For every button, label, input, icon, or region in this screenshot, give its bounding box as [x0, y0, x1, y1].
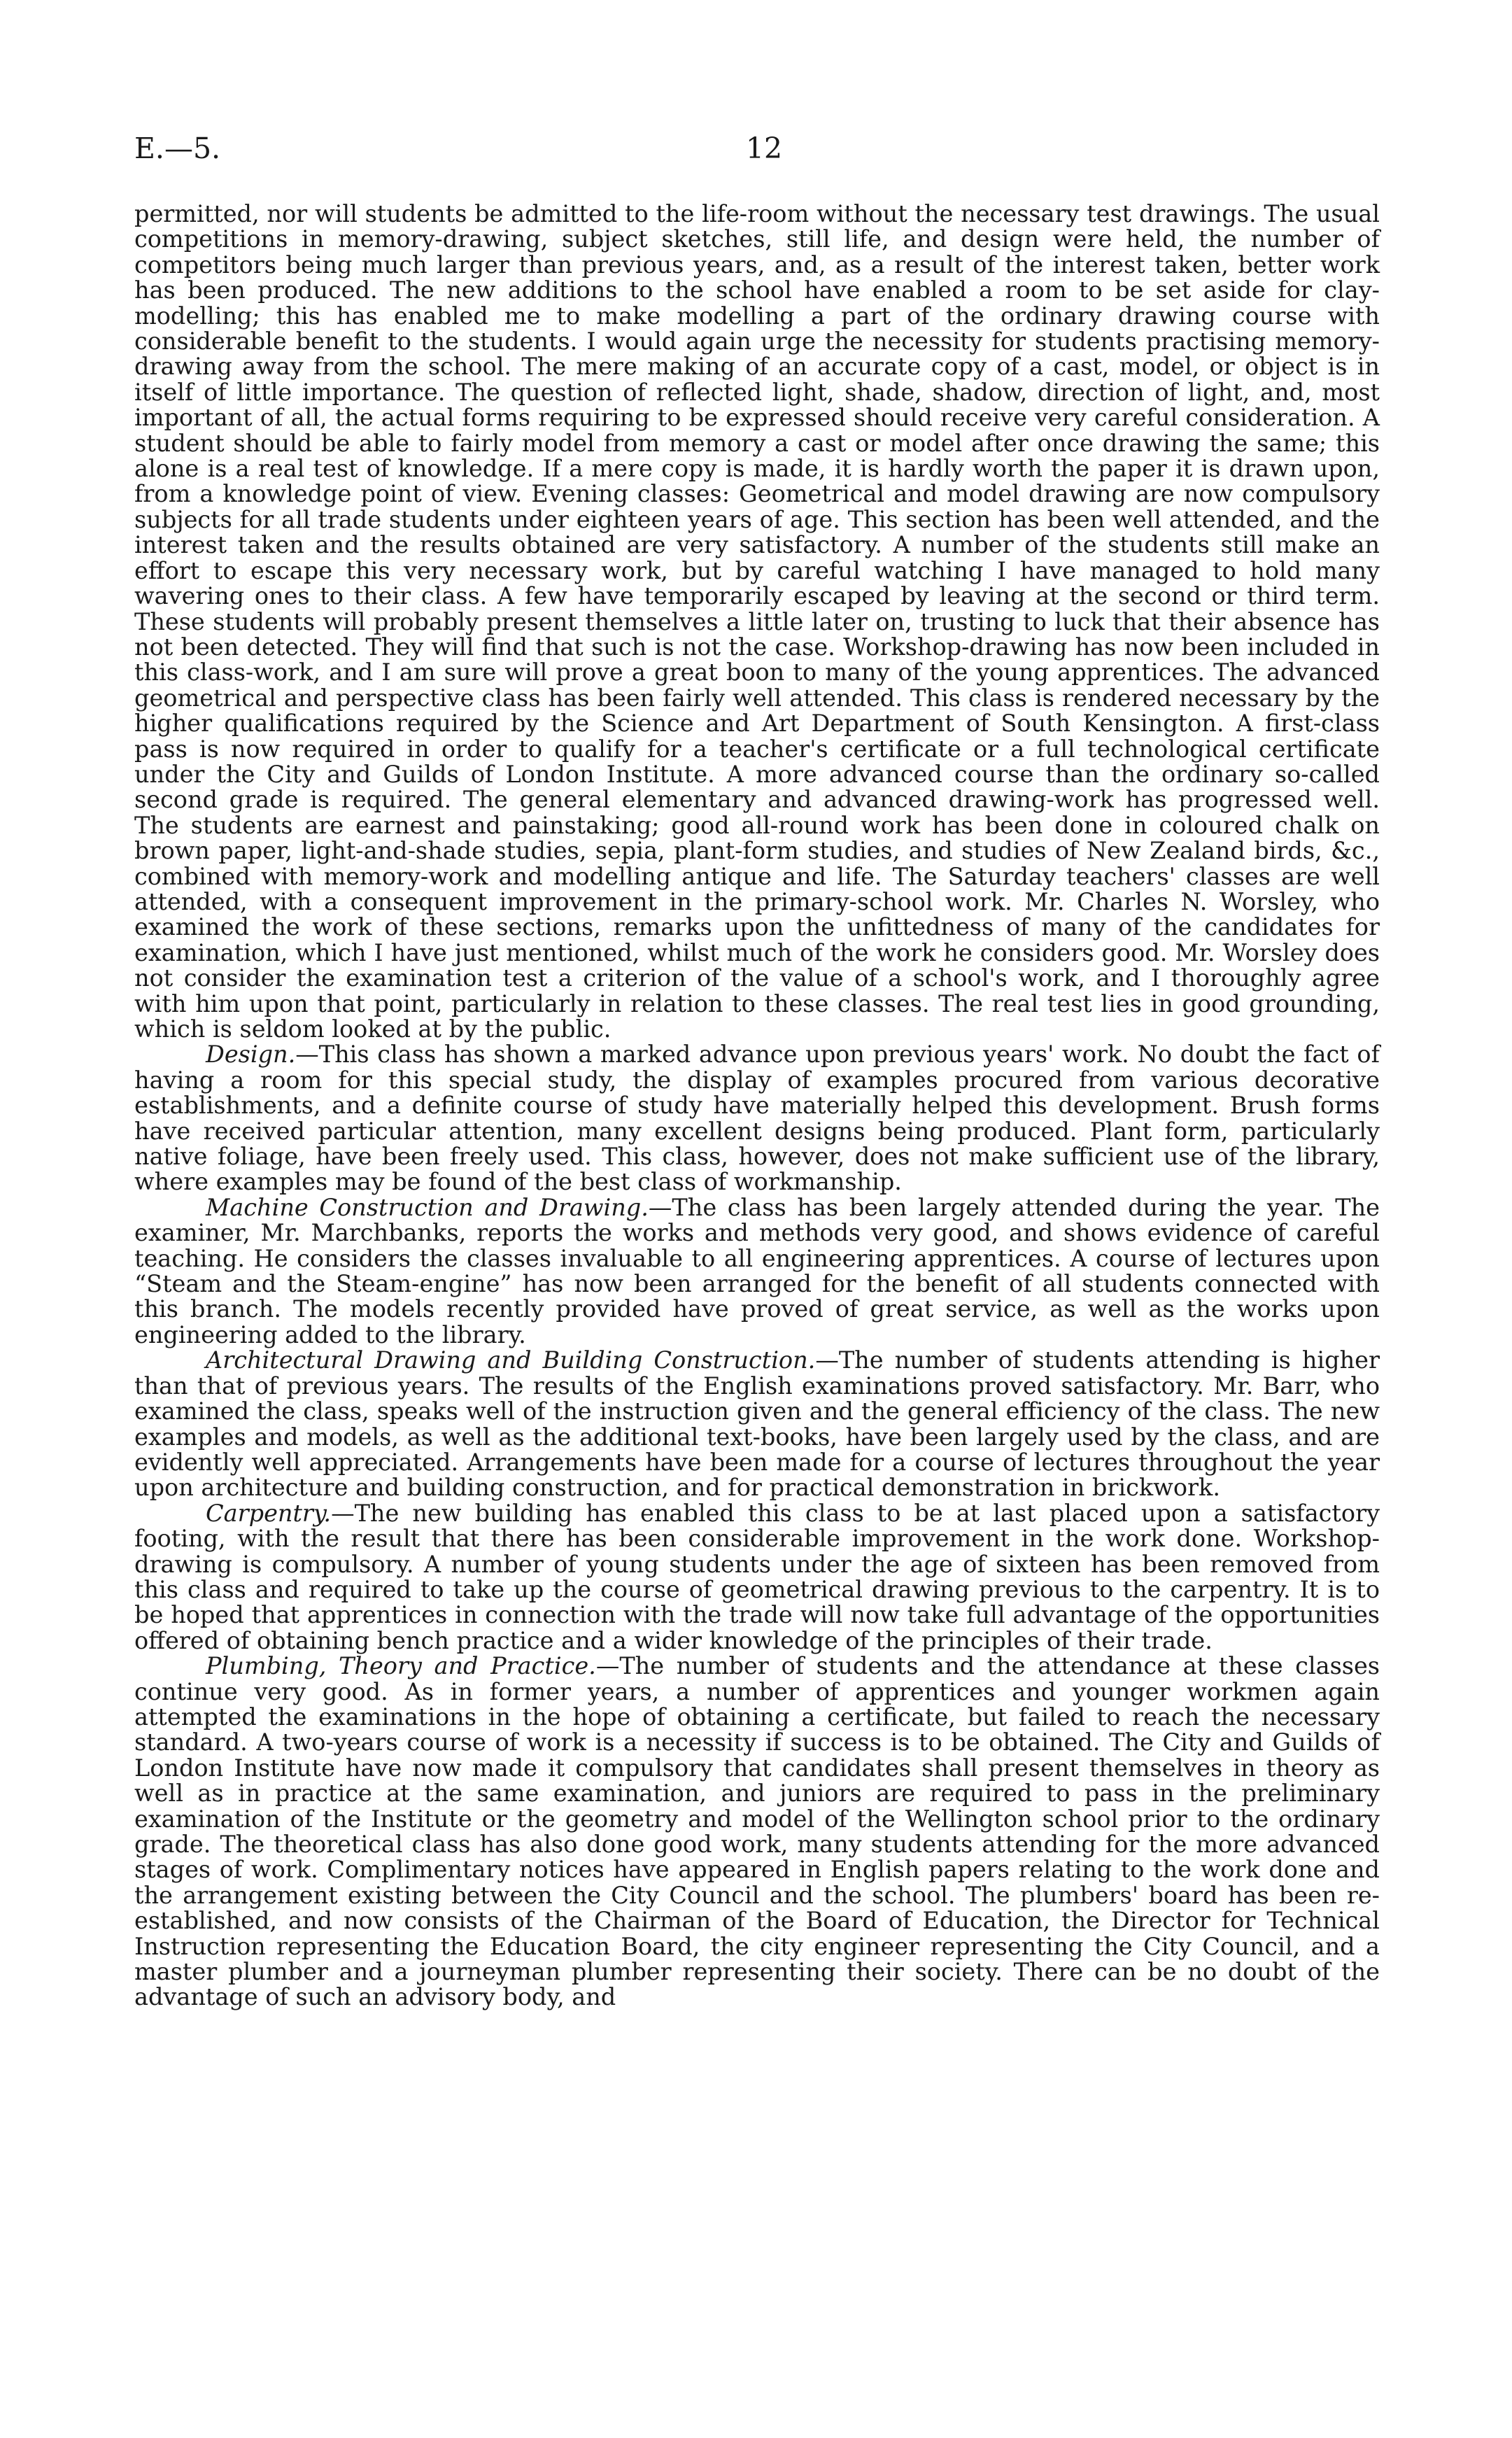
page-number: 12 — [745, 132, 783, 165]
section-heading: Machine Construction and Drawing. — [206, 1193, 649, 1221]
paragraph-continued — [134, 202, 1380, 1042]
paragraph-architectural-drawing — [134, 1348, 1380, 1500]
paragraph-text: —The number of students attending is higher than that of previous years. The results of the English examinations proved satisfactory. Mr. Barr, who examined the class, speaks well of the instruction given and the general efficiency of the class. The new examples and models, as well as the additional text-books, have been largely used by the class, and are evidently well appreciated. Arrangements have been made for a course of lectures throughout the year upon architecture and building construction, and for practical demonstration in brickwork. — [134, 1346, 1380, 1502]
paragraph-design — [134, 1042, 1380, 1195]
section-heading: Plumbing, Theory and Practice. — [206, 1652, 596, 1680]
paragraph-plumbing — [134, 1654, 1380, 2010]
body-text — [134, 202, 1380, 2010]
paragraph-text: —The new building has enabled this class to be at last placed upon a satisfactory footing, with the result that there has been considerable improvement in the work done. Workshop-drawing is compulsory. A number of young students under the age of sixteen has been removed from this class and required to take up the course of geometrical drawing previous to the carpentry. It is to be hoped that apprentices in connection with the trade will now take full advantage of the opportunities offered of obtaining bench practice and a wider knowledge of the principles of their trade. — [134, 1499, 1380, 1654]
running-header — [134, 127, 1380, 169]
paragraph-carpentry — [134, 1501, 1380, 1654]
document-reference: E.—5. — [134, 132, 221, 165]
paragraph-text: —The class has been largely attended during the year. The examiner, Mr. Marchbanks, reports the works and methods very good, and shows evidence of careful teaching. He considers the classes invaluable to all engineering apprentices. A course of lectures upon “Steam and the Steam-engine” has now been arranged for the benefit of all students connected with this branch. The models recently provided have proved of great service, as well as the works upon engineering added to the library. — [134, 1193, 1380, 1348]
paragraph-text: —This class has shown a marked advance upon previous years' work. No doubt the fact of having a room for this special study, the display of examples procured from various decorative establishments, and a definite course of study have materially helped this development. Brush forms have received particular attention, many excellent designs being produced. Plant form, particularly native foliage, have been freely used. This class, however, does not make sufficient use of the library, where examples may be found of the best class of workmanship. — [134, 1041, 1380, 1196]
paragraph-machine-construction — [134, 1195, 1380, 1348]
section-heading: Architectural Drawing and Building Construction. — [206, 1346, 816, 1374]
paragraph-text: permitted, nor will students be admitted to the life-room without the necessary test drawings. The usual competitions in memory-drawing, subject sketches, still life, and design were held, the number of competitors being much larger than previous years, and, as a result of the interest taken, better work has been produced. The new additions to the school have enabled a room to be set aside for clay-modelling; this has enabled me to make modelling a part of the ordinary drawing course with considerable benefit to the students. I would again urge the necessity for students practising memory-drawing away from the school. The mere making of an accurate copy of a cast, model, or object is in itself of little importance. The question of reflected light, shade, shadow, direction of light, and, most important of all, the actual forms requiring to be expressed should receive very careful consideration. A student should be able to fairly model from memory a cast or model after once drawing the same; this alone is a real test of knowledge. If a mere copy is made, it is hardly worth the paper it is drawn upon, from a knowledge point of view. Evening classes: Geometrical and model drawing are now compulsory subjects for all trade students under eighteen years of age. This section has been well attended, and the interest taken and the results obtained are very satisfactory. A number of the students still make an effort to escape this very necessary work, but by careful watching I have managed to hold many wavering ones to their class. A few have temporarily escaped by leaving at the second or third term. These students will probably present themselves a little later on, trusting to luck that their absence has not been detected. They will find that such is not the case. Workshop-drawing has now been included in this class-work, and I am sure will prove a great boon to many of the young apprentices. The advanced geometrical and perspective class has been fairly well attended. This class is rendered necessary by the higher qualifications required by the Science and Art Department of South Kensington. A first-class pass is now required in order to qualify for a teacher's certificate or a full technological certificate under the City and Guilds of London Institute. A more advanced course than the ordinary so-called second grade is required. The general elementary and advanced drawing-work has progressed well. The students are earnest and painstaking; good all-round work has been done in coloured chalk on brown paper, light-and-shade studies, sepia, plant-form studies, and studies of New Zealand birds, &c., combined with memory-work and modelling antique and life. The Saturday teachers' classes are well attended, with a consequent improvement in the primary-school work. Mr. Charles N. Worsley, who examined the work of these sections, remarks upon the unfittedness of many of the candidates for examination, which I have just mentioned, whilst much of the work he considers good. Mr. Worsley does not consider the examination test a criterion of the value of a school's work, and I thoroughly agree with him upon that point, particularly in relation to these classes. The real test lies in good grounding, which is seldom looked at by the public. — [134, 200, 1380, 1043]
section-heading: Design. — [206, 1041, 296, 1069]
paragraph-text: —The number of students and the attendance at these classes continue very good. As in former years, a number of apprentices and younger workmen again attempted the examinations in the hope of obtaining a certificate, but failed to reach the necessary standard. A two-years course of work is a necessity if success is to be obtained. The City and Guilds of London Institute have now made it compulsory that candidates shall present themselves in theory as well as in practice at the same examination, and juniors are required to pass in the preliminary examination of the Institute or the geometry and model of the Wellington school prior to the ordinary grade. The theoretical class has also done good work, many students attending for the more advanced stages of work. Complimentary notices have appeared in English papers relating to the work done and the arrangement existing between the City Council and the school. The plumbers' board has been re-established, and now consists of the Chairman of the Board of Education, the Director for Technical Instruction representing the Education Board, the city engineer representing the City Council, and a master plumber and a journeyman plumber representing their society. There can be no doubt of the advantage of such an advisory body, and — [134, 1652, 1380, 2011]
section-heading: Carpentry. — [206, 1499, 332, 1527]
